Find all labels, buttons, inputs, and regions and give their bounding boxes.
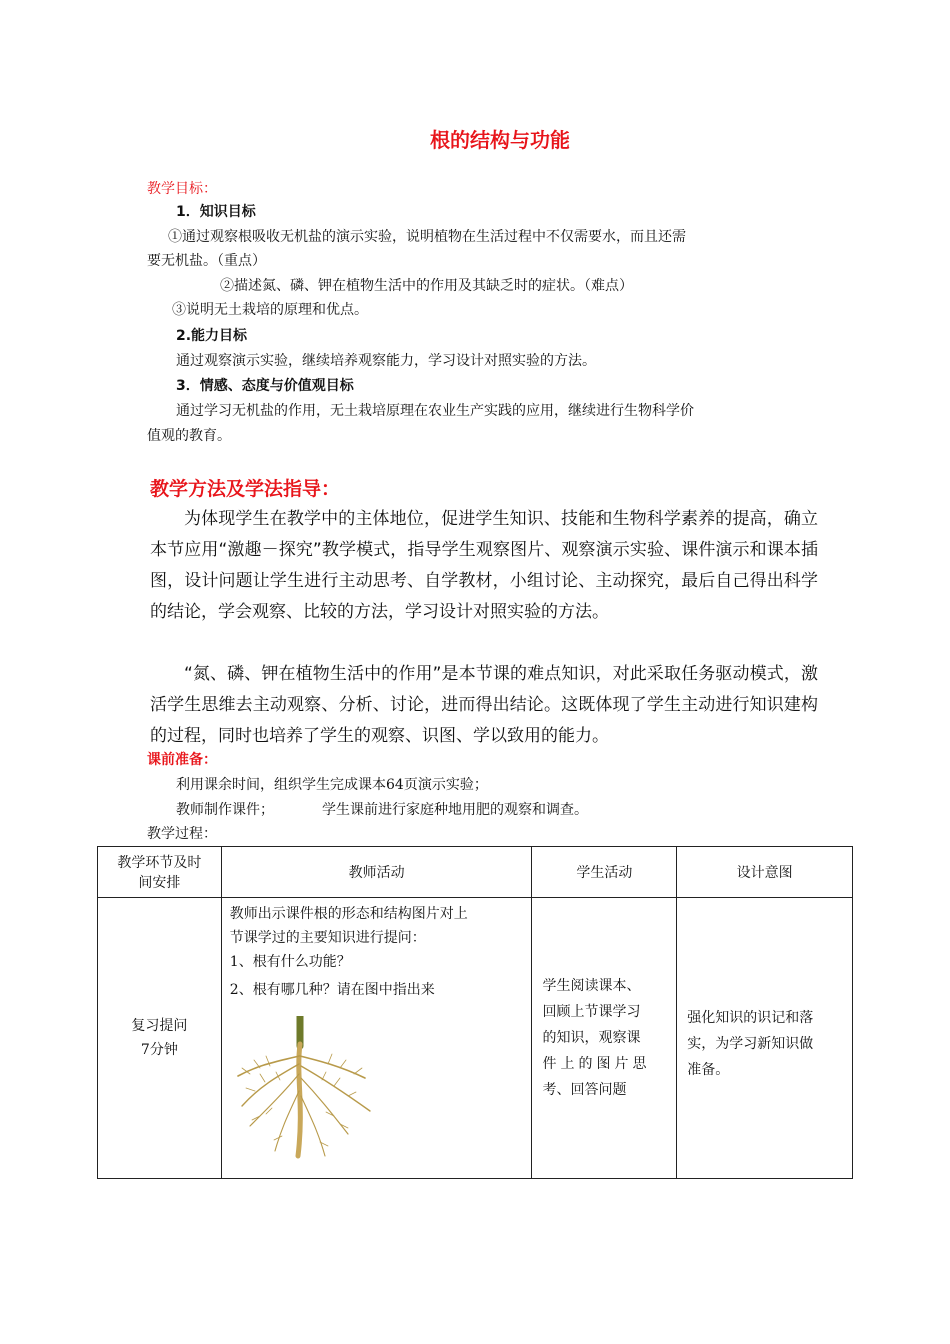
preparation-heading: 课前准备：: [147, 752, 217, 768]
header-stage-time: [98, 847, 222, 898]
header-teacher-activity: 教师活动: [221, 847, 532, 898]
preparation-line-2a: 教师制作课件；: [176, 802, 274, 818]
student-activity-cell: [532, 898, 677, 1179]
teacher-line-1: 教师出示课件根的形态和结构图片对上: [229, 906, 468, 922]
objectives-heading: 教学目标：: [147, 181, 217, 197]
knowledge-item-2: ②描述氮、磷、钾在植物生活中的作用及其缺乏时的症状。（难点）: [220, 278, 633, 294]
table-row: [98, 898, 853, 1179]
methods-paragraph-1: 为体现学生在教学中的主体地位，促进学生知识、技能和生物科学素养的提高，确立本节应用“激趣－探究”教学模式，指导学生观察图片、观察演示实验、课件演示和课本插图，设计问题让学生进行主动思考、自学教材，小组讨论、主动探究，最后自己得出科学的结论，学会观察、比较的方法，学习设计对照实验的方法。: [150, 509, 818, 622]
design-line-1: 强化知识的识记和落: [687, 1010, 814, 1026]
student-line-4: 件上的图片思: [542, 1056, 651, 1072]
student-line-1: 学生阅读课本、: [542, 978, 641, 994]
teacher-line-2: 节课学过的主要知识进行提问：: [229, 930, 426, 946]
student-line-3: 的知识，观察课: [542, 1030, 641, 1046]
stage-duration: 7分钟: [140, 1042, 178, 1058]
table-header-row: [98, 847, 853, 898]
design-line-2: 实，为学习新知识做: [687, 1036, 814, 1052]
methods-paragraph-2: “氮、磷、钾在植物生活中的作用”是本节课的难点知识，对此采取任务驱动模式，激活学生思维去主动观察、分析、讨论，进而得出结论。这既体现了学生主动进行知识建构的过程，同时也培养了学生的观察、识图、学以致用的能力。: [150, 664, 818, 746]
knowledge-heading: 1．知识目标: [176, 204, 256, 220]
header-stage-line-2: 间安排: [138, 875, 181, 891]
design-intent-cell: [677, 898, 853, 1179]
emotion-line-2: 值观的教育。: [147, 428, 231, 444]
preparation-line-2b: 学生课前进行家庭种地用肥的观察和调查。: [322, 802, 588, 818]
process-label: 教学过程：: [147, 826, 217, 842]
knowledge-item-1-cont: 要无机盐。（重点）: [147, 253, 266, 269]
knowledge-item-3: ③说明无土栽培的原理和优点。: [172, 302, 368, 318]
teacher-question-1: 1、根有什么功能？: [229, 954, 351, 970]
page-title: 根的结构与功能: [430, 128, 570, 152]
student-line-2: 回顾上节课学习: [542, 1004, 641, 1020]
knowledge-item-1: ①通过观察根吸收无机盐的演示实验，说明植物在生活过程中不仅需要水，而且还需: [168, 229, 686, 245]
emotion-heading: 3．情感、态度与价值观目标: [176, 378, 354, 394]
lesson-process-table: [97, 846, 853, 1179]
emotion-line-1: 通过学习无机盐的作用，无土栽培原理在农业生产实践的应用，继续进行生物科学价: [176, 403, 694, 419]
stage-name: 复习提问: [131, 1018, 188, 1034]
header-design-intent: 设计意图: [677, 847, 853, 898]
ability-heading: 2.能力目标: [176, 328, 248, 344]
ability-text: 通过观察演示实验，继续培养观察能力，学习设计对照实验的方法。: [176, 353, 596, 369]
preparation-line-1: 利用课余时间，组织学生完成课本64页演示实验；: [176, 777, 488, 793]
teacher-question-2: 2、根有哪几种？请在图中指出来: [229, 982, 435, 998]
teacher-activity-cell: [221, 898, 532, 1179]
stage-cell: [98, 898, 222, 1179]
student-line-5: 考、回答问题: [542, 1082, 627, 1098]
root-system-image: [230, 1016, 380, 1166]
header-student-activity: 学生活动: [532, 847, 677, 898]
design-line-3: 准备。: [687, 1062, 730, 1078]
methods-heading: 教学方法及学法指导：: [150, 478, 341, 500]
header-stage-line-1: 教学环节及时: [117, 855, 202, 871]
